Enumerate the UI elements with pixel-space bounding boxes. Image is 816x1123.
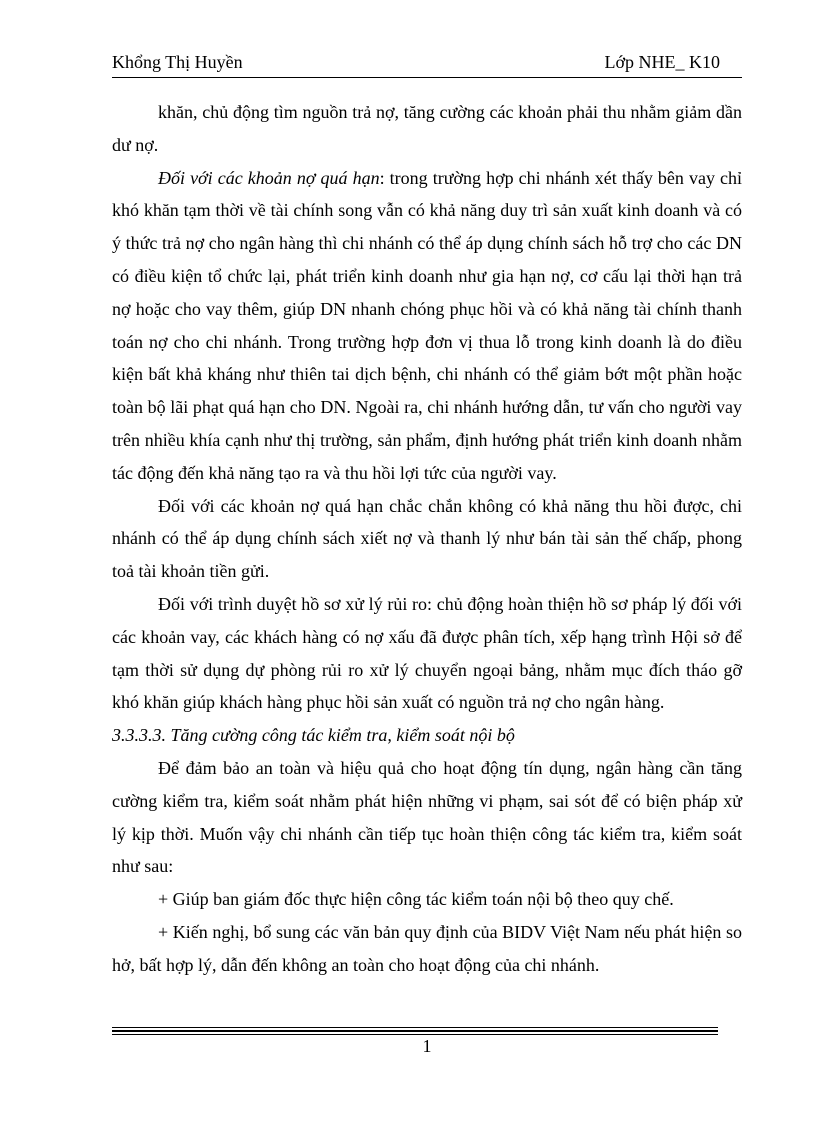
page-number: 1 [422, 1036, 432, 1056]
footer-divider [112, 1034, 718, 1035]
header-divider [112, 77, 742, 78]
paragraph-5: Để đảm bảo an toàn và hiệu quả cho hoạt động tín dụng, ngân hàng cần tăng cường kiểm tra, kiểm soát nhằm phát hiện những vi phạm, sai sót để có biện pháp xử lý kịp thời. Muốn vậy chi nhánh cần tiếp tục hoàn thiện công tác kiểm tra, kiểm soát như sau: [112, 757, 742, 877]
paragraph-7: + Kiến nghị, bổ sung các văn bản quy định của BIDV Việt Nam nếu phát hiện so hở, bất hợp lý, dẫn đến không an toàn cho hoạt động của chi nhánh. [112, 921, 742, 975]
paragraph-2 [112, 162, 742, 490]
footer-divider [112, 1027, 718, 1028]
footer-divider [112, 1030, 718, 1032]
header-author: Khổng Thị Huyền [112, 52, 243, 72]
paragraph-2-lead: Đối với các khoản nợ quá hạn [158, 167, 380, 188]
paragraph-2-text: : trong trường hợp chi nhánh xét thấy bên vay chỉ khó khăn tạm thời về tài chính song vẫn có khả năng duy trì sản xuất kinh doanh và có ý thức trả nợ cho ngân hàng thì chi nhánh có thể áp dụng chính sách hỗ trợ cho các DN có điều kiện tổ chức lại, phát triển kinh doanh như gia hạn nợ, cơ cấu lại thời hạn trả nợ hoặc cho vay thêm, giúp DN nhanh chóng phục hồi và có khả năng tài chính thanh toán nợ cho chi nhánh. Trong trường hợp đơn vị thua lỗ trong kinh doanh là do điều kiện bất khả kháng như thiên tai dịch bệnh, chi nhánh có thể giảm bớt một phần hoặc toàn bộ lãi phạt quá hạn cho DN. Ngoài ra, chi nhánh hướng dẫn, tư vấn cho người vay trên nhiều khía cạnh như thị trường, sản phẩm, định hướng phát triển kinh doanh nhằm tác động đến khả năng tạo ra và thu hồi lợi tức của người vay. [112, 167, 742, 483]
paragraph-4: Đối với trình duyệt hồ sơ xử lý rủi ro: chủ động hoàn thiện hồ sơ pháp lý đối với các khoản vay, các khách hàng có nợ xấu đã được phân tích, xếp hạng trình Hội sở để tạm thời sử dụng dự phòng rủi ro xử lý chuyển ngoại bảng, nhằm mục đích tháo gỡ khó khăn giúp khách hàng phục hồi sản xuất có nguồn trả nợ cho ngân hàng. [112, 593, 742, 713]
paragraph-1: khăn, chủ động tìm nguồn trả nợ, tăng cường các khoản phải thu nhằm giảm dần dư nợ. [112, 102, 742, 155]
section-heading: 3.3.3.3. Tăng cường công tác kiểm tra, kiểm soát nội bộ [112, 725, 515, 746]
paragraph-6: + Giúp ban giám đốc thực hiện công tác kiểm toán nội bộ theo quy chế. [158, 889, 674, 910]
paragraph-3: Đối với các khoản nợ quá hạn chắc chắn không có khả năng thu hồi được, chi nhánh có thể áp dụng chính sách xiết nợ và thanh lý như bán tài sản thế chấp, phong toả tài khoản tiền gửi. [112, 495, 742, 582]
header-class-label: Lớp NHE_ K10 [604, 52, 720, 72]
page-header [112, 52, 742, 78]
document-body [112, 96, 742, 982]
